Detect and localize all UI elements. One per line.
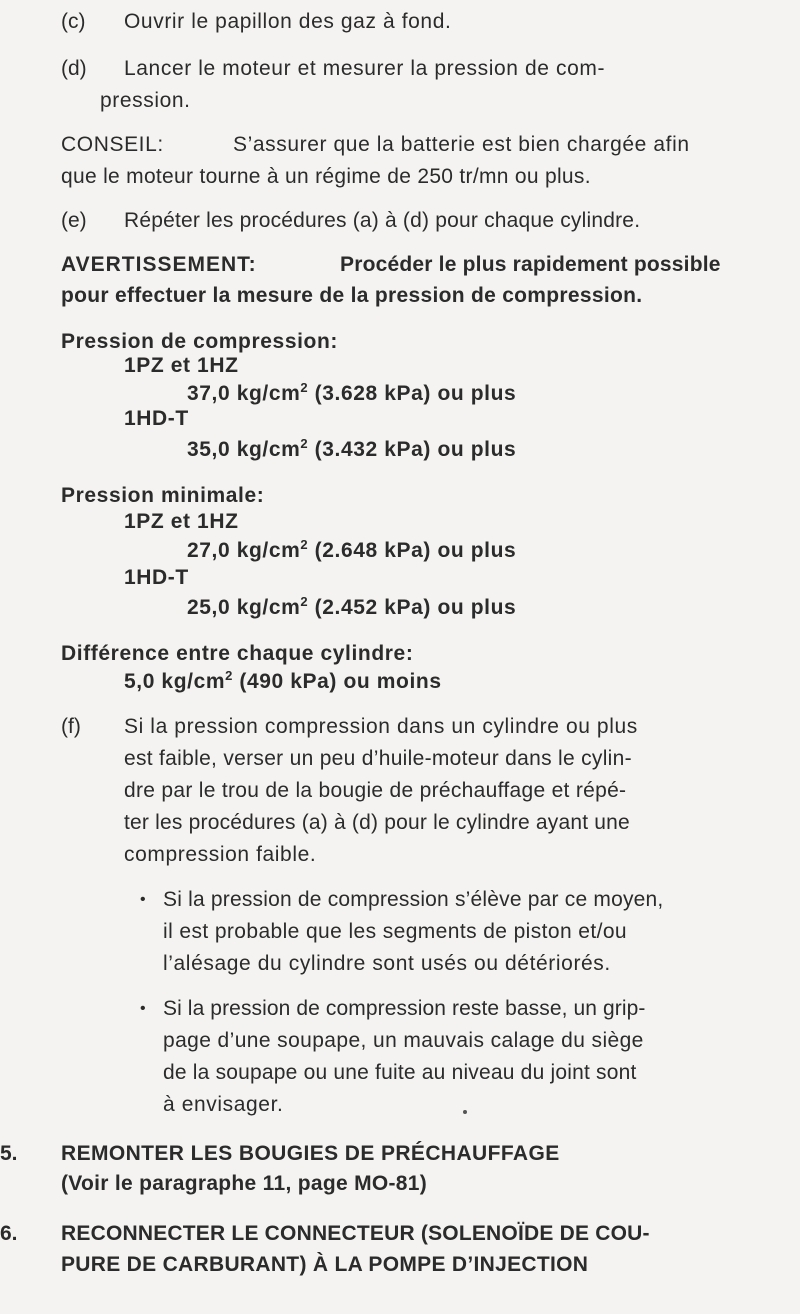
section-5-number: 5. — [0, 1142, 18, 1165]
minimale-value-1: 27,0 $kg/cm^2$ (2.648 kPa) ou plus — [187, 537, 517, 562]
bullet-1-marker: • — [140, 891, 146, 908]
step-f-line-5: compression faible. — [124, 843, 317, 866]
section-6-number: 6. — [0, 1222, 18, 1245]
step-c-label: (c) — [61, 10, 86, 33]
section-5-title: REMONTER LES BOUGIES DE PRÉCHAUFFAGE — [61, 1142, 560, 1165]
bullet-1-line-3: l’alésage du cylindre sont usés ou détériorés. — [163, 952, 611, 975]
section-5-reference: (Voir le paragraphe 11, page MO-81) — [61, 1172, 428, 1195]
step-f-line-1: Si la pression compression dans un cylindre ou plus — [124, 715, 638, 738]
step-d-label: (d) — [61, 57, 87, 80]
bullet-2-line-3: de la soupape ou une fuite au niveau du joint sont — [163, 1061, 637, 1084]
step-f-line-4: ter les procédures (a) à (d) pour le cylindre ayant une — [124, 811, 630, 834]
avertissement-line-2: pour effectuer la mesure de la pression de compression. — [61, 284, 643, 307]
bullet-2-line-4: à envisager. — [163, 1093, 284, 1116]
conseil-line-2: que le moteur tourne à un régime de 250 tr/mn ou plus. — [61, 165, 591, 188]
step-f-label: (f) — [61, 715, 81, 738]
section-6-line-2: PURE DE CARBURANT) À LA POMPE D’INJECTION — [61, 1253, 589, 1276]
compression-value-1: 37,0 $kg/cm^2$ (3.628 kPa) ou plus — [187, 380, 517, 405]
bullet-2-line-1: Si la pression de compression reste basse, un grip- — [163, 997, 646, 1020]
step-c-text: Ouvrir le papillon des gaz à fond. — [124, 10, 452, 33]
bullet-1-line-1: Si la pression de compression s’élève par ce moyen, — [163, 888, 664, 911]
stray-mark — [463, 1110, 467, 1114]
step-d-line-2: pression. — [100, 89, 191, 112]
compression-title: Pression de compression: — [61, 330, 338, 353]
conseil-line-1: S’assurer que la batterie est bien chargée afin — [233, 133, 690, 156]
bullet-2-marker: • — [140, 1000, 146, 1017]
compression-model-2: 1HD-T — [124, 407, 189, 430]
avertissement-line-1: Procéder le plus rapidement possible — [340, 253, 721, 276]
step-f-line-2: est faible, verser un peu d’huile-moteur dans le cylin- — [124, 747, 632, 770]
bullet-1-line-2: il est probable que les segments de piston et/ou — [163, 920, 627, 943]
compression-model-1: 1PZ et 1HZ — [124, 354, 239, 377]
minimale-model-1: 1PZ et 1HZ — [124, 510, 239, 533]
avertissement-heading: AVERTISSEMENT: — [61, 253, 257, 276]
minimale-title: Pression minimale: — [61, 484, 265, 507]
bullet-2-line-2: page d’une soupape, un mauvais calage du siège — [163, 1029, 644, 1052]
minimale-model-2: 1HD-T — [124, 566, 189, 589]
step-f-line-3: dre par le trou de la bougie de préchauffage et répé- — [124, 779, 627, 802]
step-e-text: Répéter les procédures (a) à (d) pour chaque cylindre. — [124, 209, 641, 232]
step-d-line-1: Lancer le moteur et mesurer la pression de com- — [124, 57, 606, 80]
compression-value-2: 35,0 $kg/cm^2$ (3.432 kPa) ou plus — [187, 436, 517, 461]
section-6-line-1: RECONNECTER LE CONNECTEUR (SOLENOÏDE DE COU- — [61, 1222, 650, 1245]
difference-title: Différence entre chaque cylindre: — [61, 642, 414, 665]
step-e-label: (e) — [61, 209, 87, 232]
difference-value: 5,0 $kg/cm^2$ (490 kPa) ou moins — [124, 668, 442, 693]
minimale-value-2: 25,0 $kg/cm^2$ (2.452 kPa) ou plus — [187, 594, 517, 619]
conseil-heading: CONSEIL: — [61, 133, 164, 156]
